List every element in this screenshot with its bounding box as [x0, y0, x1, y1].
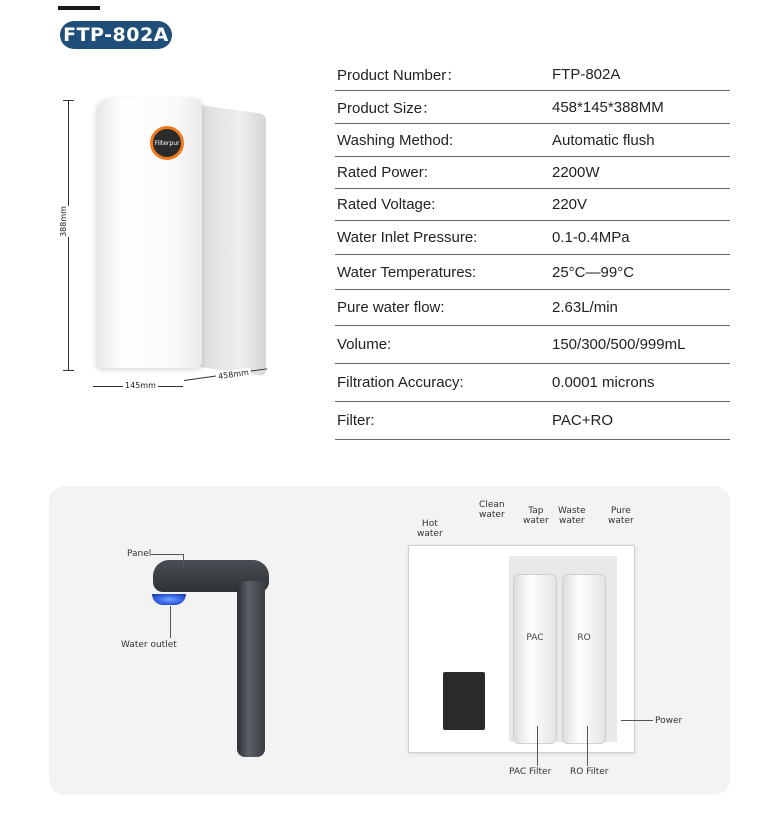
spec-row [335, 124, 730, 157]
spec-row [335, 157, 730, 189]
spec-label: Filter: [337, 412, 375, 429]
pac-cartridge: PAC [513, 574, 557, 744]
spec-row [335, 290, 730, 326]
spec-value: 220V [552, 196, 588, 213]
spec-value: 0.0001 microns [552, 374, 655, 391]
water-outlet-callout: Water outlet [121, 640, 177, 650]
spec-label: Washing Method: [337, 131, 454, 149]
pac-leader-line [537, 726, 538, 766]
spec-row [335, 59, 730, 91]
power-callout: Power [655, 716, 683, 726]
spec-label: Filtration Accuracy: [337, 374, 464, 391]
spec-row [335, 326, 730, 364]
spec-value: 150/300/500/999mL [552, 336, 686, 353]
panel-leader-line [183, 554, 184, 568]
spec-label: Rated Voltage: [337, 196, 436, 213]
spec-label: Product Number： [337, 67, 462, 84]
spec-value: PAC+RO [552, 412, 613, 429]
spec-row [335, 255, 730, 290]
spec-row [335, 402, 730, 440]
spec-table [335, 59, 730, 440]
components-panel [49, 486, 730, 795]
spec-row [335, 91, 730, 124]
spec-row [335, 221, 730, 255]
water-outlet-light [152, 594, 186, 605]
spec-value: 2.63L/min [552, 299, 618, 316]
panel-callout: Panel [127, 549, 152, 559]
depth-dimension-label: 458mm [217, 367, 250, 382]
brand-logo-icon [150, 126, 184, 160]
spec-row [335, 189, 730, 221]
spec-value: FTP-802A [552, 66, 621, 83]
spec-label: Water Temperatures: [337, 263, 477, 281]
device-front-panel [96, 98, 202, 368]
spec-value: Automatic flush [552, 131, 655, 149]
pure-water-callout: Pure water [608, 506, 634, 526]
spec-value: 25°C—99°C [552, 263, 635, 281]
spec-value: 0.1-0.4MPa [552, 229, 630, 246]
pac-filter-callout: PAC Filter [509, 767, 552, 777]
spec-label: Volume: [337, 336, 392, 353]
height-dimension-cap-bottom [63, 370, 74, 371]
spec-row [335, 364, 730, 402]
height-dimension-label: 388mm [58, 206, 68, 237]
clean-water-callout: Clean water [479, 500, 505, 520]
ro-cartridge: RO [562, 574, 606, 744]
tap-water-callout: Tap water [523, 506, 549, 526]
power-leader-line [621, 720, 653, 721]
spec-value: 2200W [552, 164, 600, 181]
ro-filter-callout: RO Filter [570, 767, 609, 777]
hot-water-callout: Hot water [417, 519, 443, 539]
top-accent-line [58, 6, 100, 10]
spec-label: Product Size： [337, 99, 438, 117]
spec-label: Rated Power: [337, 164, 428, 181]
height-dimension-cap-top [63, 100, 74, 101]
faucet-stem [237, 581, 265, 757]
spec-label: Pure water flow: [337, 299, 445, 316]
panel-leader-line [151, 554, 184, 555]
device-side-panel [200, 105, 266, 376]
model-badge: FTP-802A [60, 21, 172, 49]
spec-label: Water Inlet Pressure: [337, 229, 478, 246]
outlet-leader-line [170, 606, 171, 638]
brand-logo-text: Filterpur [154, 139, 180, 147]
spec-value: 458*145*388MM [552, 98, 664, 116]
waste-water-callout: Waste water [558, 506, 586, 526]
width-dimension-label: 145mm [125, 381, 156, 390]
control-board [443, 672, 485, 730]
ro-leader-line [587, 726, 588, 766]
device-illustration [60, 95, 280, 395]
filter-unit [408, 545, 635, 753]
